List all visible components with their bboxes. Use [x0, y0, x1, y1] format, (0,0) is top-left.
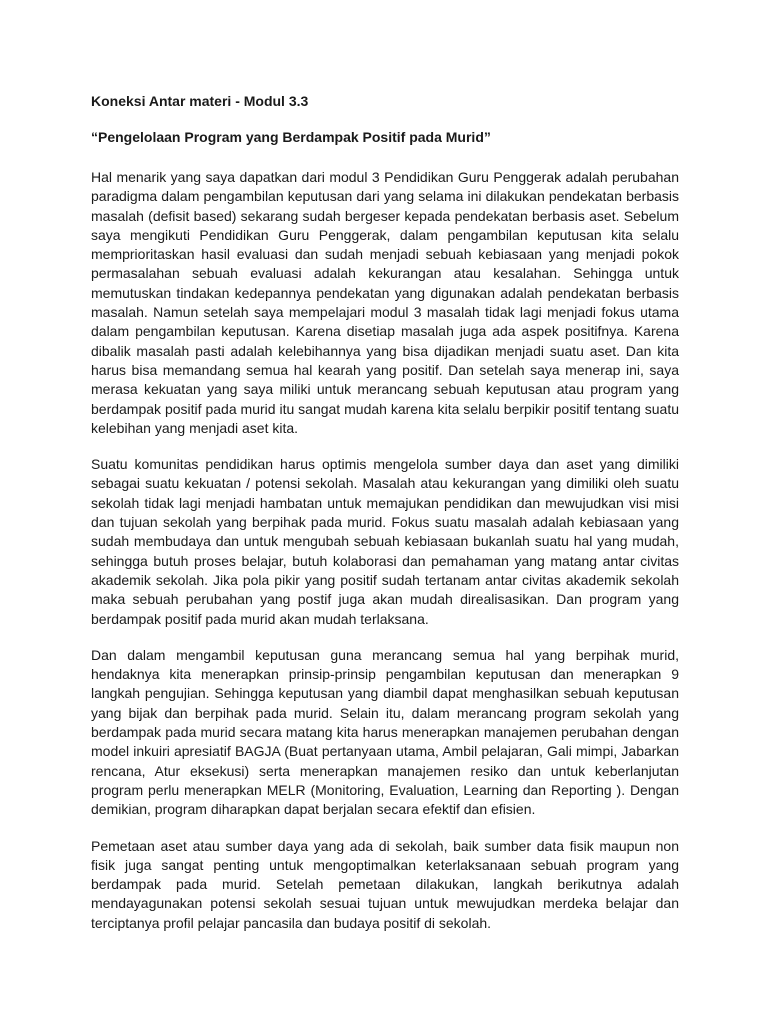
document-title: Koneksi Antar materi - Modul 3.3: [91, 93, 309, 109]
document-subtitle: “Pengelolaan Program yang Berdampak Positif pada Murid”: [91, 129, 491, 145]
paragraph-4: Pemetaan aset atau sumber daya yang ada di sekolah, baik sumber data fisik maupun non fisik juga sangat penting untuk mengoptimalkan keterlaksanaan sebuah program yang berdampak pada murid. Setelah pemetaan dilakukan, langkah berikutnya adalah mendayagunakan potensi sekolah sesuai tujuan untuk mewujudkan merdeka belajar dan terciptanya profil pelajar pancasila dan budaya positif di sekolah.: [91, 837, 679, 931]
paragraph-3: Dan dalam mengambil keputusan guna merancang semua hal yang berpihak murid, hendaknya kita menerapkan prinsip-prinsip pengambilan keputusan dan menerapkan 9 langkah pengujian. Sehingga keputusan yang diambil dapat menghasilkan sebuah keputusan yang bijak dan berpihak pada murid. Selain itu, dalam merancang program sekolah yang berdampak pada murid secara matang kita harus menerapkan manajemen perubahan dengan model inkuiri apresiatif BAGJA (Buat pertanyaan utama, Ambil pelajaran, Gali mimpi, Jabarkan rencana, Atur eksekusi) serta menerapkan manajemen resiko dan untuk keberlanjutan program perlu menerapkan MELR (Monitoring, Evaluation, Learning dan Reporting ). Dengan demikian, program diharapkan dapat berjalan secara efektif dan efisien.: [91, 646, 679, 818]
paragraph-1: Hal menarik yang saya dapatkan dari modul 3 Pendidikan Guru Penggerak adalah perubahan paradigma dalam pengambilan keputusan dari yang selama ini dilakukan pendekatan berbasis masalah (defisit based) sekarang sudah bergeser kepada pendekatan berbasis aset. Sebelum saya mengikuti Pendidikan Guru Penggerak, dalam pengambilan keputusan kita selalu memprioritaskan hasil evaluasi dan sudah menjadi sebuah kebiasaan yang menjadi pokok permasalahan sebuah evaluasi adalah kekurangan atau kesalahan. Sehingga untuk memutuskan tindakan kedepannya pendekatan yang digunakan adalah pendekatan berbasis masalah. Namun setelah saya mempelajari modul 3 masalah tidak lagi menjadi fokus utama dalam pengambilan keputusan. Karena disetiap masalah juga ada aspek positifnya. Karena dibalik masalah pasti adalah kelebihannya yang bisa dijadikan menjadi suatu aset. Dan kita harus bisa memandang semua hal kearah yang positif. Dan setelah saya menerap ini, saya merasa kekuatan yang saya miliki untuk merancang sebuah keputusan atau program yang berdampak positif pada murid itu sangat mudah karena kita selalu berpikir positif tentang suatu kelebihan yang menjadi aset kita.: [91, 169, 679, 436]
paragraph-2: Suatu komunitas pendidikan harus optimis mengelola sumber daya dan aset yang dimiliki sebagai suatu kekuatan / potensi sekolah. Masalah atau kekurangan yang dimiliki oleh suatu sekolah tidak lagi menjadi hambatan untuk memajukan pendidikan dan mewujudkan visi misi dan tujuan sekolah yang berpihak pada murid. Fokus suatu masalah adalah kebiasaan yang sudah membudaya dan untuk mengubah sebuah kebiasaan bukanlah suatu hal yang mudah, sehingga butuh proses belajar, butuh kolaborasi dan pemahaman yang matang antar civitas akademik sekolah. Jika pola pikir yang positif sudah tertanam antar civitas akademik sekolah maka sebuah perubahan yang postif juga akan mudah direalisasikan. Dan program yang berdampak positif pada murid akan mudah terlaksana.: [91, 456, 679, 627]
document-page: [91, 92, 679, 933]
